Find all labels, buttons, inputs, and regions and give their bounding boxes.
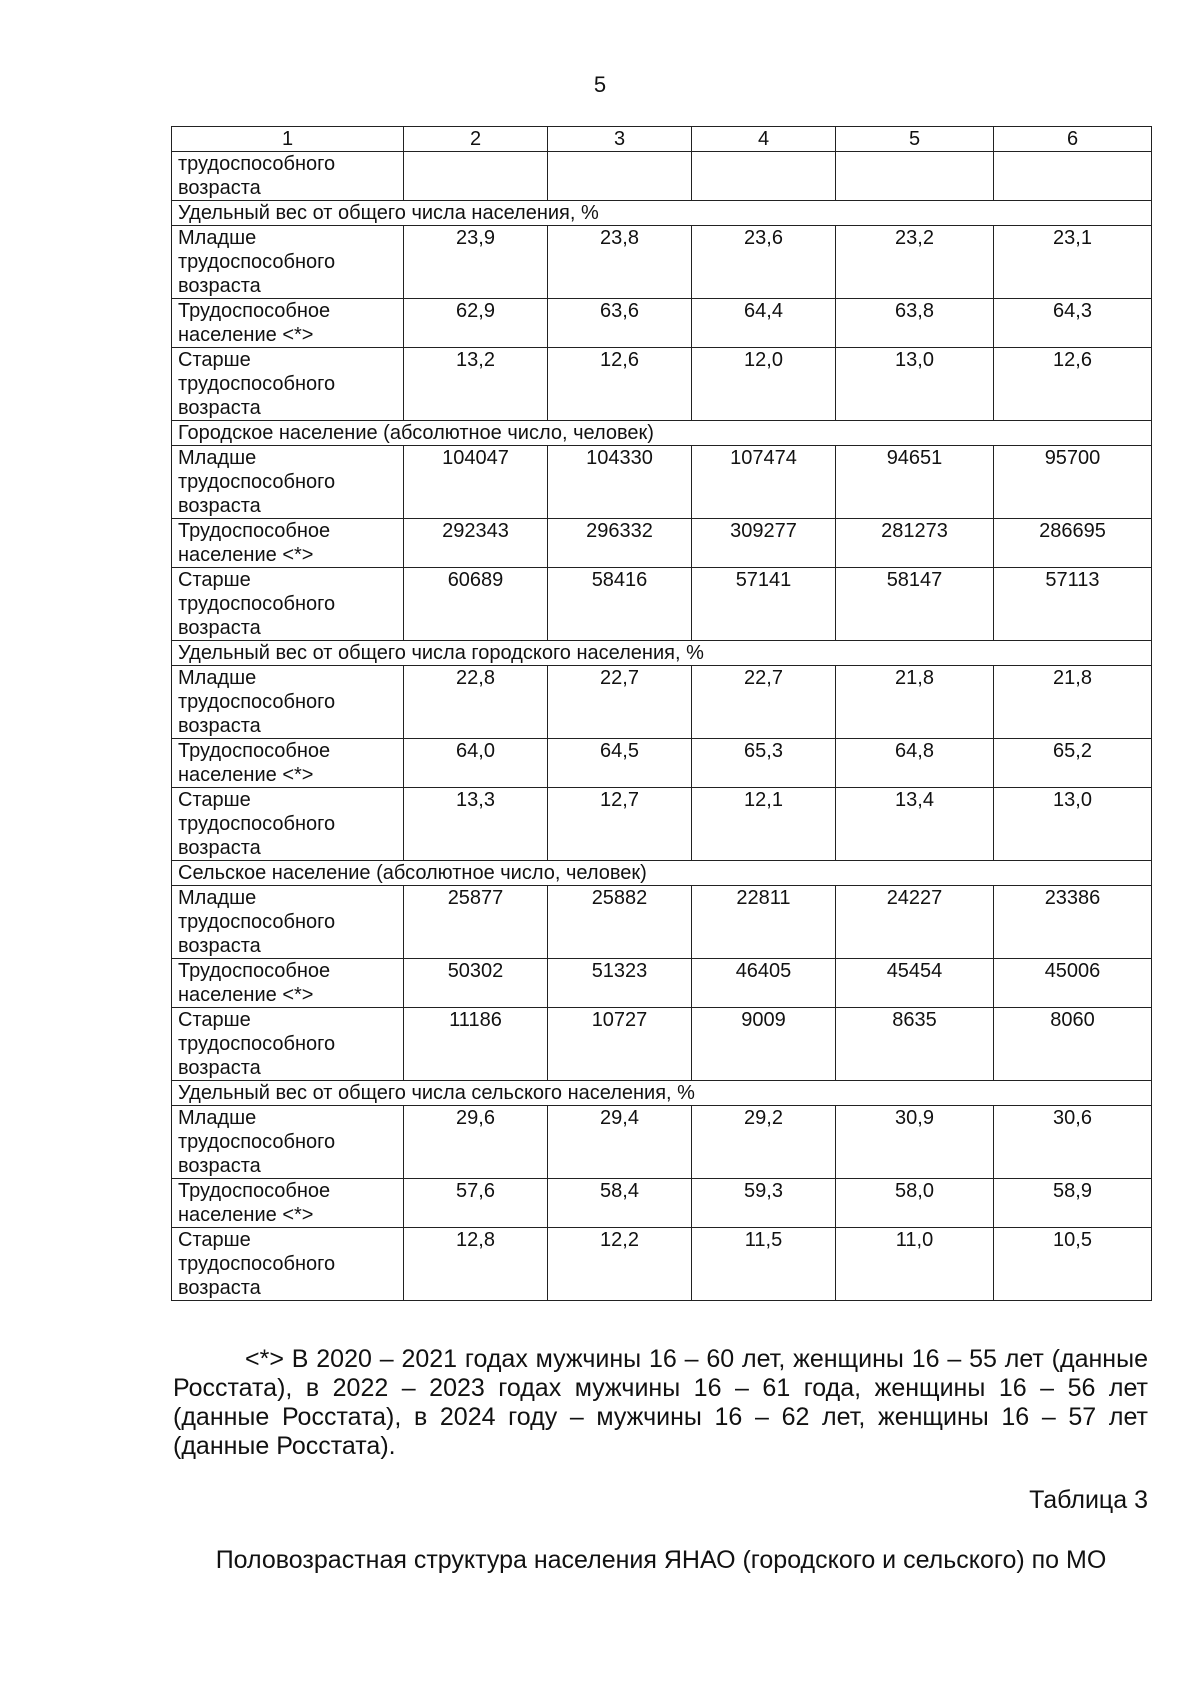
row-label: Трудоспособное население <*> — [172, 739, 404, 788]
value-cell: 65,3 — [692, 739, 836, 788]
value-cell: 63,8 — [836, 299, 994, 348]
table-row — [172, 446, 1152, 519]
value-cell: 64,8 — [836, 739, 994, 788]
row-label: Старше трудоспособного возраста — [172, 1008, 404, 1081]
value-cell: 29,6 — [404, 1106, 548, 1179]
table-row — [172, 226, 1152, 299]
value-cell: 13,3 — [404, 788, 548, 861]
value-cell: 104047 — [404, 446, 548, 519]
value-cell: 286695 — [994, 519, 1152, 568]
section-row — [172, 861, 1152, 886]
table-row — [172, 788, 1152, 861]
header-cell: 6 — [994, 127, 1152, 152]
value-cell: 11186 — [404, 1008, 548, 1081]
footnote — [173, 1345, 1148, 1461]
value-cell — [404, 152, 548, 201]
row-label: Трудоспособное население <*> — [172, 299, 404, 348]
value-cell: 58,4 — [548, 1179, 692, 1228]
value-cell: 12,8 — [404, 1228, 548, 1301]
value-cell: 22,8 — [404, 666, 548, 739]
value-cell: 45454 — [836, 959, 994, 1008]
row-label: Трудоспособное население <*> — [172, 959, 404, 1008]
population-table — [171, 126, 1152, 1301]
header-cell: 5 — [836, 127, 994, 152]
value-cell — [548, 152, 692, 201]
value-cell: 12,7 — [548, 788, 692, 861]
value-cell: 59,3 — [692, 1179, 836, 1228]
row-label: Младше трудоспособного возраста — [172, 226, 404, 299]
value-cell: 50302 — [404, 959, 548, 1008]
section-row — [172, 421, 1152, 446]
row-label: Младше трудоспособного возраста — [172, 886, 404, 959]
header-cell: 2 — [404, 127, 548, 152]
table-row — [172, 1228, 1152, 1301]
value-cell: 58,9 — [994, 1179, 1152, 1228]
value-cell: 22,7 — [548, 666, 692, 739]
value-cell: 25882 — [548, 886, 692, 959]
value-cell: 65,2 — [994, 739, 1152, 788]
section-row — [172, 201, 1152, 226]
value-cell: 23,6 — [692, 226, 836, 299]
section-row — [172, 1081, 1152, 1106]
row-label: Старше трудоспособного возраста — [172, 1228, 404, 1301]
footnote-text: <*> В 2020 – 2021 годах мужчины 16 – 60 лет, женщины 16 – 55 лет (данные Росстата), в 2022 – 2023 годах мужчины 16 – 61 года, женщины 16 – 56 лет (данные Росстата), в 2024 году – мужчины 16 – 62 лет, женщины 16 – 57 лет (данные Росстата). — [173, 1345, 1148, 1460]
value-cell: 64,5 — [548, 739, 692, 788]
table-row — [172, 152, 1152, 201]
row-label: Трудоспособное население <*> — [172, 519, 404, 568]
header-cell: 1 — [172, 127, 404, 152]
table-body — [172, 152, 1152, 1301]
table-caption: Таблица 3 — [1029, 1486, 1148, 1514]
row-label: трудоспособного возраста — [172, 152, 404, 201]
value-cell: 13,0 — [836, 348, 994, 421]
value-cell: 29,4 — [548, 1106, 692, 1179]
value-cell: 12,2 — [548, 1228, 692, 1301]
table-row — [172, 1179, 1152, 1228]
value-cell: 94651 — [836, 446, 994, 519]
value-cell: 13,0 — [994, 788, 1152, 861]
row-label: Старше трудоспособного возраста — [172, 568, 404, 641]
table-row — [172, 568, 1152, 641]
table-row — [172, 886, 1152, 959]
value-cell: 12,0 — [692, 348, 836, 421]
table-row — [172, 666, 1152, 739]
value-cell: 58147 — [836, 568, 994, 641]
row-label: Трудоспособное население <*> — [172, 1179, 404, 1228]
value-cell — [692, 152, 836, 201]
section-row — [172, 641, 1152, 666]
section-label: Удельный вес от общего числа населения, % — [172, 201, 1152, 226]
value-cell: 58416 — [548, 568, 692, 641]
value-cell: 58,0 — [836, 1179, 994, 1228]
value-cell: 46405 — [692, 959, 836, 1008]
value-cell: 22811 — [692, 886, 836, 959]
value-cell: 104330 — [548, 446, 692, 519]
value-cell — [836, 152, 994, 201]
value-cell: 23,2 — [836, 226, 994, 299]
value-cell: 309277 — [692, 519, 836, 568]
value-cell: 296332 — [548, 519, 692, 568]
value-cell: 13,4 — [836, 788, 994, 861]
value-cell: 64,4 — [692, 299, 836, 348]
value-cell: 281273 — [836, 519, 994, 568]
table-row — [172, 519, 1152, 568]
value-cell: 8635 — [836, 1008, 994, 1081]
row-label: Младше трудоспособного возраста — [172, 1106, 404, 1179]
value-cell: 57,6 — [404, 1179, 548, 1228]
value-cell: 25877 — [404, 886, 548, 959]
value-cell: 95700 — [994, 446, 1152, 519]
value-cell: 60689 — [404, 568, 548, 641]
value-cell: 23386 — [994, 886, 1152, 959]
row-label: Младше трудоспособного возраста — [172, 666, 404, 739]
value-cell: 292343 — [404, 519, 548, 568]
value-cell: 57113 — [994, 568, 1152, 641]
value-cell: 22,7 — [692, 666, 836, 739]
table-row — [172, 1008, 1152, 1081]
value-cell: 57141 — [692, 568, 836, 641]
table-row — [172, 1106, 1152, 1179]
value-cell — [994, 152, 1152, 201]
section-label: Сельское население (абсолютное число, человек) — [172, 861, 1152, 886]
value-cell: 12,6 — [548, 348, 692, 421]
value-cell: 21,8 — [994, 666, 1152, 739]
value-cell: 23,9 — [404, 226, 548, 299]
value-cell: 51323 — [548, 959, 692, 1008]
value-cell: 12,6 — [994, 348, 1152, 421]
value-cell: 62,9 — [404, 299, 548, 348]
value-cell: 11,5 — [692, 1228, 836, 1301]
value-cell: 11,0 — [836, 1228, 994, 1301]
value-cell: 10727 — [548, 1008, 692, 1081]
value-cell: 30,9 — [836, 1106, 994, 1179]
value-cell: 30,6 — [994, 1106, 1152, 1179]
value-cell: 13,2 — [404, 348, 548, 421]
page-number: 5 — [593, 72, 607, 97]
table-row — [172, 959, 1152, 1008]
value-cell: 107474 — [692, 446, 836, 519]
value-cell: 8060 — [994, 1008, 1152, 1081]
header-row — [172, 127, 1152, 152]
table-row — [172, 739, 1152, 788]
value-cell: 10,5 — [994, 1228, 1152, 1301]
value-cell: 64,3 — [994, 299, 1152, 348]
value-cell: 63,6 — [548, 299, 692, 348]
value-cell: 23,1 — [994, 226, 1152, 299]
header-cell: 4 — [692, 127, 836, 152]
table-row — [172, 299, 1152, 348]
header-cell: 3 — [548, 127, 692, 152]
table-title: Половозрастная структура населения ЯНАО (городского и сельского) по МО — [215, 1546, 1107, 1574]
value-cell: 21,8 — [836, 666, 994, 739]
section-label: Удельный вес от общего числа городского населения, % — [172, 641, 1152, 666]
value-cell: 29,2 — [692, 1106, 836, 1179]
value-cell: 9009 — [692, 1008, 836, 1081]
table-header — [172, 127, 1152, 152]
value-cell: 23,8 — [548, 226, 692, 299]
row-label: Младше трудоспособного возраста — [172, 446, 404, 519]
table-row — [172, 348, 1152, 421]
row-label: Старше трудоспособного возраста — [172, 788, 404, 861]
value-cell: 24227 — [836, 886, 994, 959]
row-label: Старше трудоспособного возраста — [172, 348, 404, 421]
value-cell: 45006 — [994, 959, 1152, 1008]
value-cell: 64,0 — [404, 739, 548, 788]
section-label: Удельный вес от общего числа сельского населения, % — [172, 1081, 1152, 1106]
value-cell: 12,1 — [692, 788, 836, 861]
section-label: Городское население (абсолютное число, человек) — [172, 421, 1152, 446]
